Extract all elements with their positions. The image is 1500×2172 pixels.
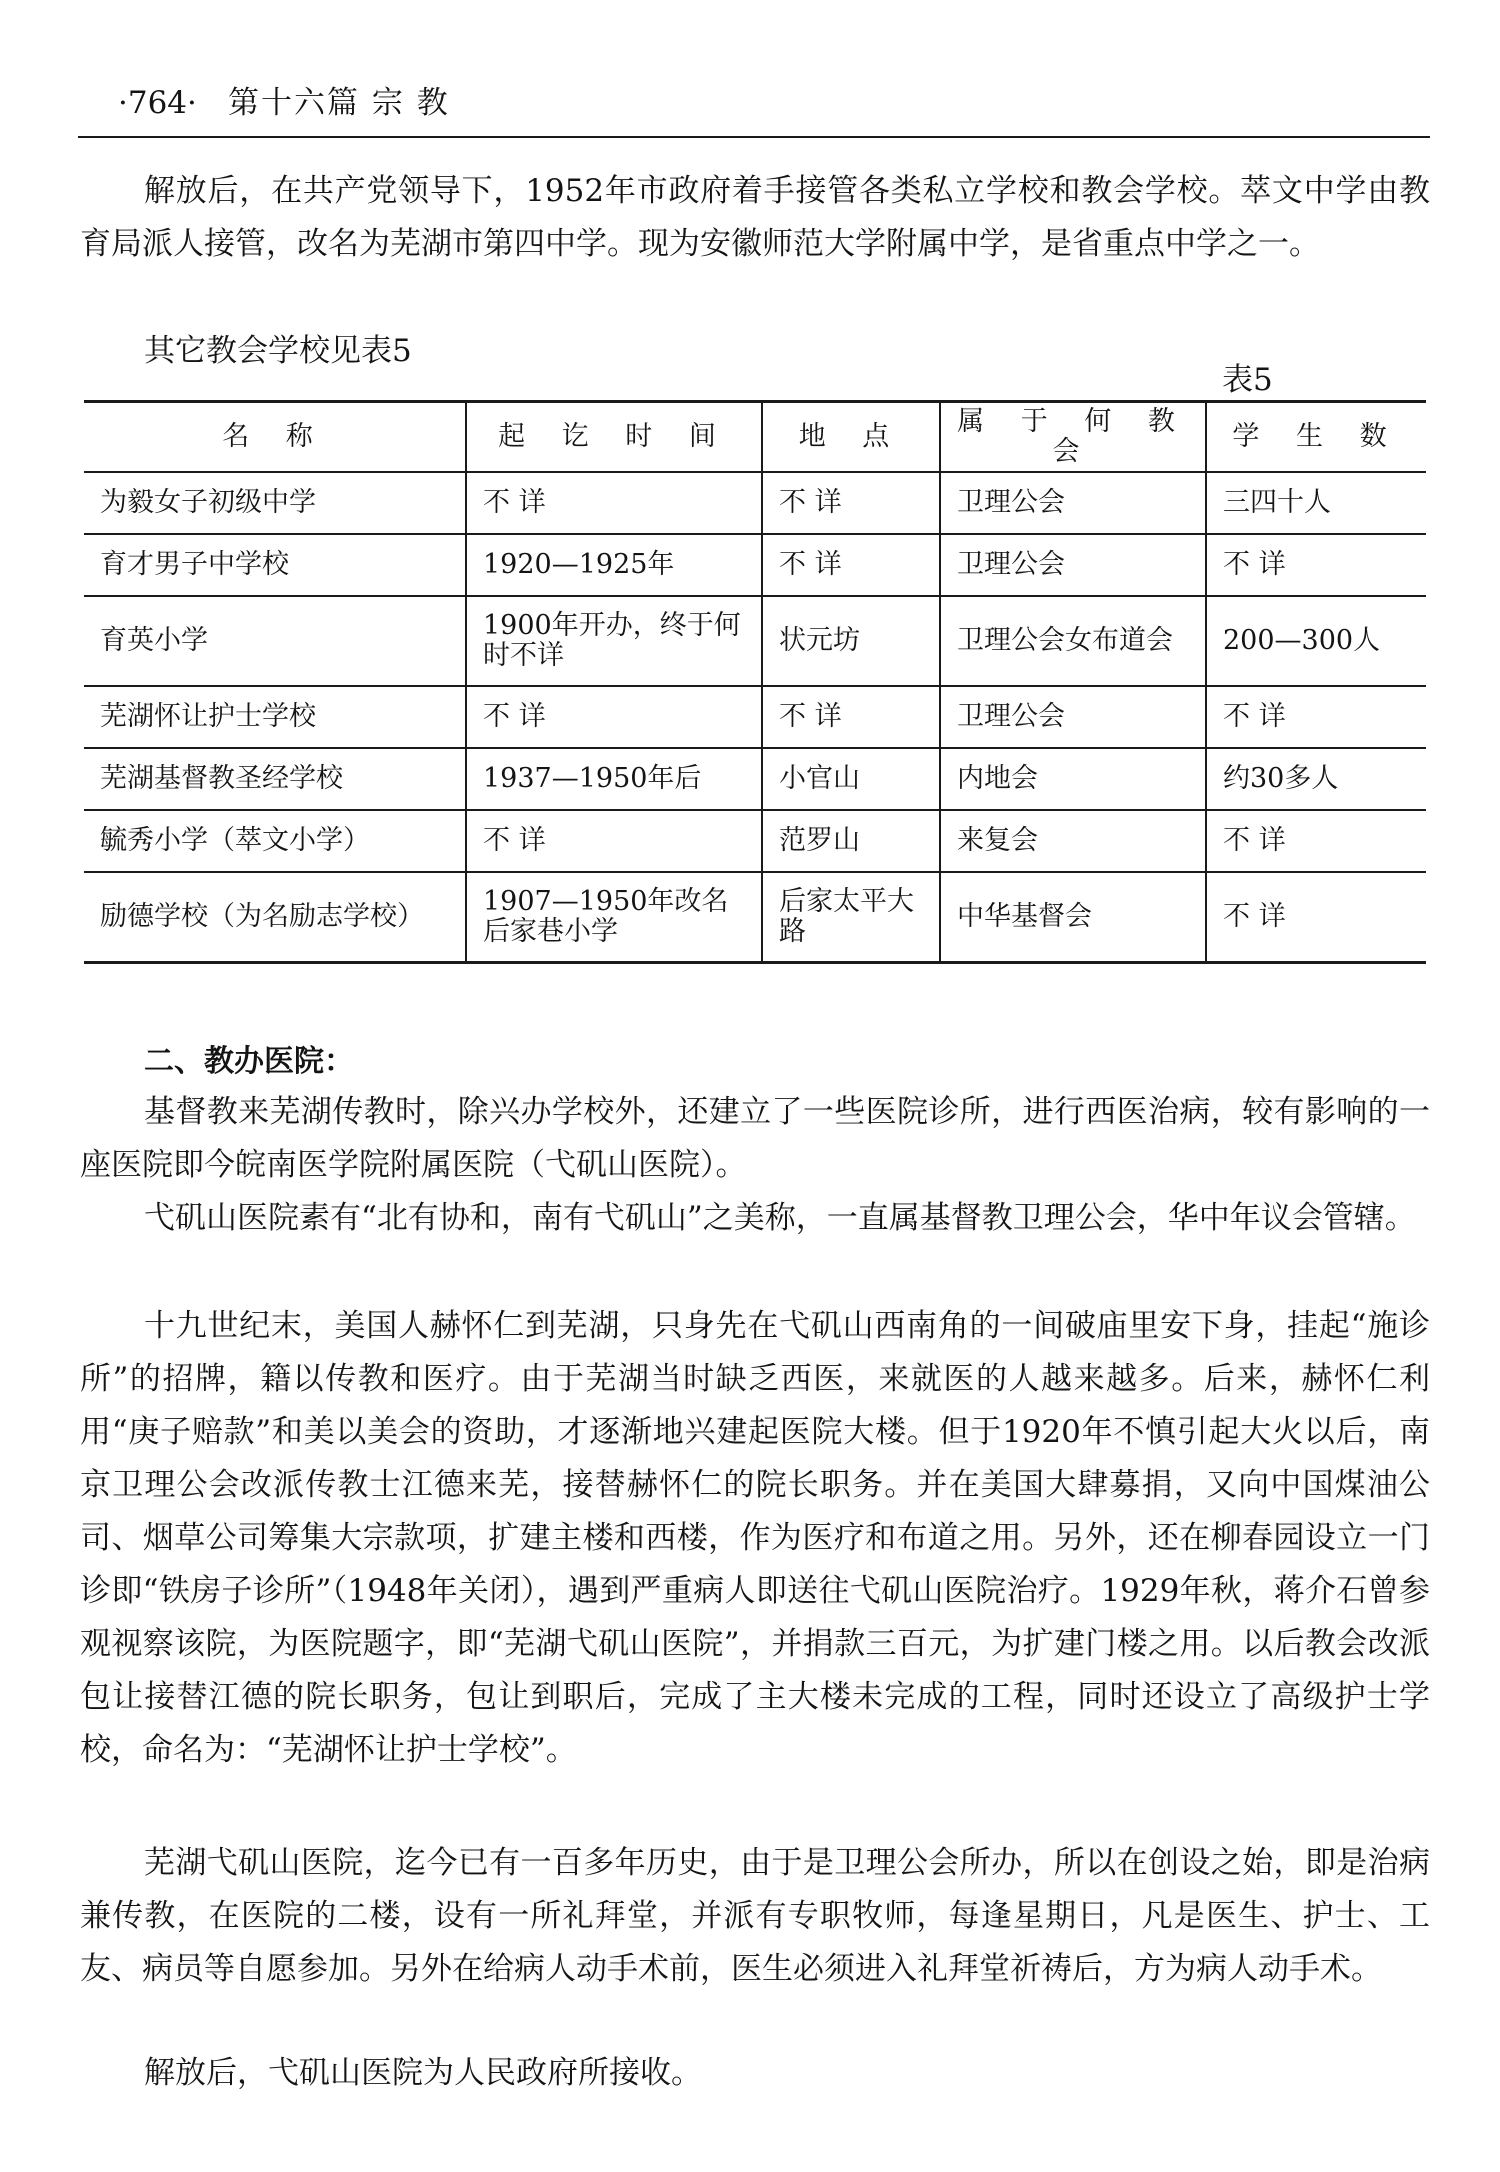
paragraph-hospital-history: 十九世纪末，美国人赫怀仁到芜湖，只身先在弋矶山西南角的一间破庙里安下身，挂起“施诊所”的招牌，籍以传教和医疗。由于芜湖当时缺乏西医，来就医的人越来越多。后来，赫怀仁利用“庚子赔款”和美以美会的资助，才逐渐地兴建起医院大楼。但于1920年不慎引起大火以后，南京卫理公会改派传教士江德来芜，接替赫怀仁的院长职务。并在美国大肆募捐，又向中国煤油公司、烟草公司筹集大宗款项，扩建主楼和西楼，作为医疗和布道之用。另外，还在柳春园设立一门诊即“铁房子诊所”（1948年关闭），遇到严重病人即送往弋矶山医院治疗。1929年秋，蒋介石曾参观视察该院，为医院题字，即“芜湖弋矶山医院”，并捐款三百元，为扩建门楼之用。以后教会改派包让接替江德的院长职务，包让到职后，完成了主大楼未完成的工程，同时还设立了高级护士学校，命名为：“芜湖怀让护士学校”。 xyxy=(80,1308,1430,1768)
table-caption: 表5 xyxy=(1222,362,1273,398)
table-cell: 励德学校（为名励志学校） xyxy=(84,872,466,963)
section-heading-mission-hospital: 二、教办医院： xyxy=(144,1044,354,1079)
column-header-location: 地 点 xyxy=(762,402,940,473)
table-cell: 芜湖基督教圣经学校 xyxy=(84,748,466,810)
column-header-name: 名 称 xyxy=(84,402,466,473)
table-cell: 小官山 xyxy=(762,748,940,810)
section-title: 第十六篇 宗 教 xyxy=(228,85,450,121)
table-row xyxy=(84,686,1426,748)
mission-schools-table xyxy=(84,400,1426,964)
table-cell: 中华基督会 xyxy=(940,872,1206,963)
table-cell: 不 详 xyxy=(1206,810,1426,872)
table-cell: 范罗山 xyxy=(762,810,940,872)
table-cell: 育才男子中学校 xyxy=(84,534,466,596)
column-header-period: 起 讫 时 间 xyxy=(466,402,762,473)
table-cell: 来复会 xyxy=(940,810,1206,872)
table-cell: 1900年开办，终于何时不详 xyxy=(466,596,762,686)
table-cell: 毓秀小学（萃文小学） xyxy=(84,810,466,872)
paragraph-hospital-reputation: 弋矶山医院素有“北有协和，南有弋矶山”之美称，一直属基督教卫理公会，华中年议会管辖。 xyxy=(144,1200,1416,1236)
column-header-denomination: 属 于 何 教 会 xyxy=(940,402,1206,473)
table-cell: 不 详 xyxy=(762,686,940,748)
table-cell: 1920—1925年 xyxy=(466,534,762,596)
paragraph-hospital-takeover: 解放后，弋矶山医院为人民政府所接收。 xyxy=(144,2055,702,2091)
table-cell: 内地会 xyxy=(940,748,1206,810)
paragraph-table-reference: 其它教会学校见表5 xyxy=(144,333,412,369)
table-cell: 状元坊 xyxy=(762,596,940,686)
table-header-row xyxy=(84,402,1426,473)
table-cell: 不 详 xyxy=(762,534,940,596)
table-cell: 不 详 xyxy=(762,472,940,534)
table-cell: 不 详 xyxy=(466,472,762,534)
table-row xyxy=(84,810,1426,872)
column-header-students: 学 生 数 xyxy=(1206,402,1426,473)
table-cell: 1907—1950年改名后家巷小学 xyxy=(466,872,762,963)
paragraph-hospital-intro: 基督教来芜湖传教时，除兴办学校外，还建立了一些医院诊所，进行西医治病，较有影响的一座医院即今皖南医学院附属医院（弋矶山医院）。 xyxy=(80,1094,1430,1183)
table-cell: 卫理公会 xyxy=(940,472,1206,534)
table-cell: 200—300人 xyxy=(1206,596,1426,686)
table-cell: 为毅女子初级中学 xyxy=(84,472,466,534)
table-row xyxy=(84,472,1426,534)
paragraph-hospital-chapel: 芜湖弋矶山医院，迄今已有一百多年历史，由于是卫理公会所办，所以在创设之始，即是治病兼传教，在医院的二楼，设有一所礼拜堂，并派有专职牧师，每逢星期日，凡是医生、护士、工友、病员等自愿参加。另外在给病人动手术前，医生必须进入礼拜堂祈祷后，方为病人动手术。 xyxy=(80,1845,1430,1987)
table-row xyxy=(84,596,1426,686)
table-cell: 三四十人 xyxy=(1206,472,1426,534)
table-cell: 约30多人 xyxy=(1206,748,1426,810)
table-row xyxy=(84,872,1426,963)
table-cell: 不 详 xyxy=(1206,686,1426,748)
table-cell: 卫理公会女布道会 xyxy=(940,596,1206,686)
table-row xyxy=(84,748,1426,810)
table-cell: 后家太平大路 xyxy=(762,872,940,963)
table-cell: 芜湖怀让护士学校 xyxy=(84,686,466,748)
table-cell: 卫理公会 xyxy=(940,686,1206,748)
table-cell: 不 详 xyxy=(466,686,762,748)
table-cell: 卫理公会 xyxy=(940,534,1206,596)
table-cell: 不 详 xyxy=(466,810,762,872)
table-cell: 1937—1950年后 xyxy=(466,748,762,810)
table-row xyxy=(84,534,1426,596)
table-cell: 不 详 xyxy=(1206,872,1426,963)
page-header xyxy=(118,78,1428,128)
table-cell: 育英小学 xyxy=(84,596,466,686)
paragraph-liberation-schools: 解放后，在共产党领导下，1952年市政府着手接管各类私立学校和教会学校。萃文中学由教育局派人接管，改名为芜湖市第四中学。现为安徽师范大学附属中学，是省重点中学之一。 xyxy=(80,173,1430,262)
table-cell: 不 详 xyxy=(1206,534,1426,596)
page-number: ·764· xyxy=(118,85,197,121)
header-rule xyxy=(78,136,1430,138)
